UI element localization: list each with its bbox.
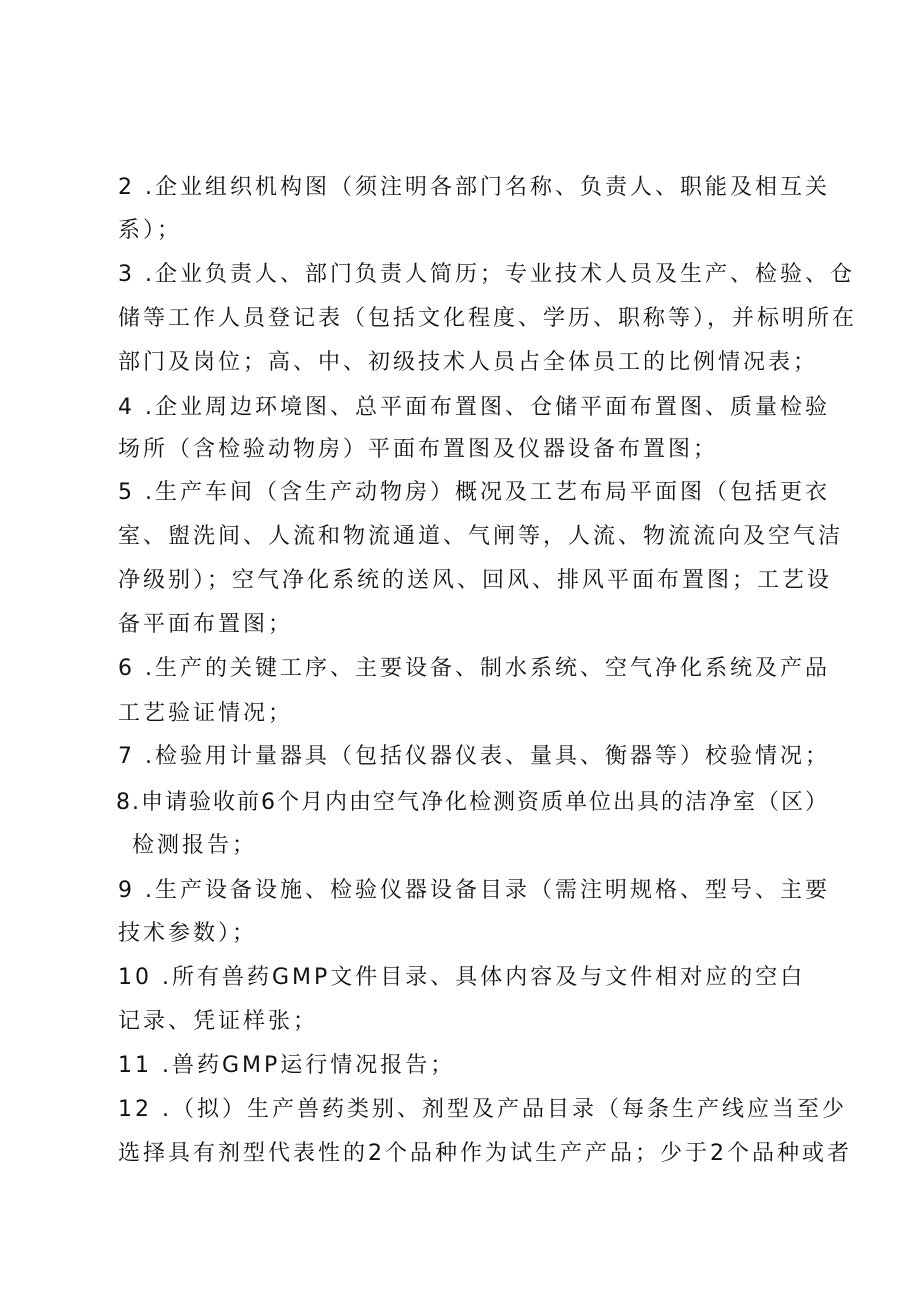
text-line: 6 .生产的关键工序、主要设备、制水系统、空气净化系统及产品: [118, 656, 830, 681]
text-line: 12 .（拟）生产兽药类别、剂型及产品目录（每条生产线应当至少: [118, 1097, 847, 1122]
text-line: 备平面布置图；: [118, 612, 294, 637]
text-line: 系）；: [118, 218, 183, 243]
text-line: 4 .企业周边环境图、总平面布置图、仓储平面布置图、质量检验: [118, 395, 830, 420]
text-line: 室、盥洗间、人流和物流通道、气闸等，人流、物流流向及空气洁: [118, 524, 844, 549]
text-line: 10 .所有兽药GMP文件目录、具体内容及与文件相对应的空白: [118, 965, 806, 990]
text-line: 净级别）；空气净化系统的送风、回风、排风平面布置图；工艺设: [118, 568, 833, 593]
text-line: 记录、凭证样张；: [118, 1009, 319, 1034]
text-line: 5 .生产车间（含生产动物房）概况及工艺布局平面图（包括更衣: [118, 480, 830, 505]
text-line: 9 .生产设备设施、检验仪器设备目录（需注明规格、型号、主要: [118, 878, 830, 903]
text-line: 8.申请验收前6个月内由空气净化检测资质单位出具的洁净室（区）: [116, 790, 829, 815]
text-line: 技术参数）；: [118, 921, 258, 946]
text-line: 2 .企业组织机构图（须注明各部门名称、负责人、职能及相互关: [118, 175, 830, 200]
text-line: 选择具有剂型代表性的2个品种作为试生产产品；少于2个品种或者: [118, 1141, 852, 1166]
text-line: 部门及岗位；高、中、初级技术人员占全体员工的比例情况表；: [118, 350, 819, 375]
text-line: 3 .企业负责人、部门负责人简历；专业技术人员及生产、检验、仓: [118, 262, 855, 287]
text-line: 储等工作人员登记表（包括文化程度、学历、职称等），并标明所在: [118, 306, 858, 331]
text-line: 7 .检验用计量器具（包括仪器仪表、量具、衡器等）校验情况；: [118, 744, 830, 769]
text-line: 工艺验证情况；: [118, 701, 294, 726]
text-line: 场所（含检验动物房）平面布置图及仪器设备布置图；: [118, 437, 719, 462]
text-line: 检测报告；: [132, 833, 258, 858]
text-line: 11 .兽药GMP运行情况报告；: [118, 1053, 456, 1078]
